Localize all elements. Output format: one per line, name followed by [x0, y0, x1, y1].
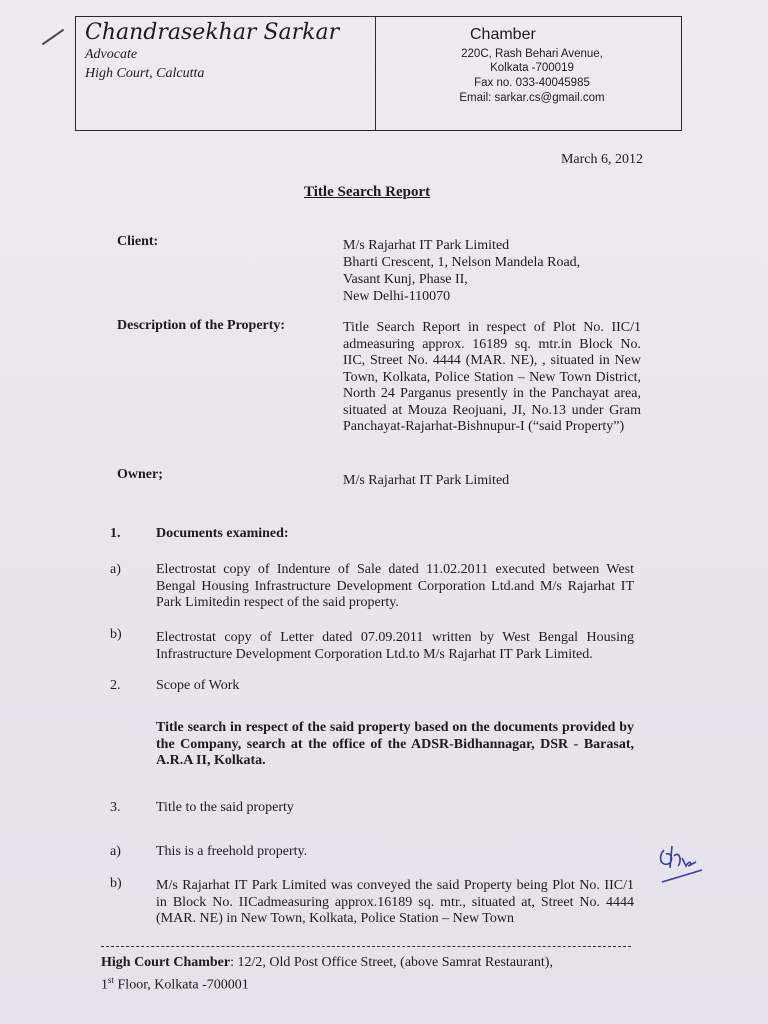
- item-1a-text: Electrostat copy of Indenture of Sale dated 11.02.2011 executed between West Bengal Housing Infrastructure Development Corporation Ltd.and M/s Rajarhat IT Park Limitedin respect of the said property.: [156, 562, 634, 610]
- section-1-title: Documents examined:: [156, 526, 289, 541]
- chamber-title: Chamber: [470, 26, 536, 43]
- item-1b-marker: b): [110, 627, 122, 642]
- report-date: March 6, 2012: [560, 152, 643, 167]
- item-3a-text: This is a freehold property.: [156, 844, 308, 859]
- section-1-number: 1.: [110, 526, 121, 541]
- footer-chamber-label: High Court Chamber: [101, 955, 231, 970]
- signature-initials: [652, 836, 712, 896]
- client-line: Bharti Crescent, 1, Nelson Mandela Road,: [343, 255, 581, 270]
- client-line: Vasant Kunj, Phase II,: [343, 272, 468, 287]
- item-1b-text: Electrostat copy of Letter dated 07.09.2011 written by West Bengal Housing Infrastructure Development Corporation Ltd.to M/s Rajarhat IT Park Limited.: [156, 630, 634, 662]
- advocate-role: Advocate: [85, 47, 138, 62]
- chamber-address-2: Kolkata -700019: [490, 62, 574, 74]
- court-name: High Court, Calcutta: [85, 66, 205, 81]
- letterhead-divider: [375, 16, 376, 131]
- footer-divider: [101, 946, 631, 947]
- footer-address: : 12/2, Old Post Office Street, (above Samrat Restaurant),: [230, 955, 553, 970]
- section-3-title: Title to the said property: [156, 800, 294, 815]
- report-title: Title Search Report: [304, 184, 431, 200]
- property-description: Title Search Report in respect of Plot No. IIC/1 admeasuring approx. 16189 sq. mtr.in Block No. IIC, Street No. 4444 (MAR. NE), , situated in New Town, Kolkata, Police Station – New Town District, North 24 Parganus presently in the Panchayat area, situated at Mouza Reojuani, JI, No.13 under Gram Panchayat-Rajarhat-Bishnupur-I (“said Property”): [343, 320, 641, 434]
- footer-address-line: [101, 955, 553, 971]
- scope-of-work-text: Title search in respect of the said property based on the documents provided by the Company, search at the office of the ADSR-Bidhannagar, DSR - Barasat, A.R.A II, Kolkata.: [156, 720, 634, 768]
- client-line: New Delhi-110070: [343, 289, 451, 304]
- chamber-fax: Fax no. 033-40045985: [474, 77, 590, 89]
- property-label: Description of the Property:: [117, 318, 286, 333]
- client-label: Client:: [117, 234, 159, 249]
- pen-mark: [42, 29, 64, 46]
- section-2-title: Scope of Work: [156, 678, 240, 693]
- section-3-number: 3.: [110, 800, 121, 815]
- client-line: M/s Rajarhat IT Park Limited: [343, 238, 510, 253]
- chamber-email: Email: sarkar.cs@gmail.com: [459, 92, 605, 104]
- section-2-number: 2.: [110, 678, 121, 693]
- owner-value: M/s Rajarhat IT Park Limited: [343, 473, 510, 488]
- footer-floor-rest: Floor, Kolkata -700001: [114, 977, 249, 993]
- item-3b-text: M/s Rajarhat IT Park Limited was conveyed the said Property being Plot No. IIC/1 in Block No. IICadmeasuring approx.16189 sq. mtr., situated at, Street No. 4444 (MAR. NE) in New Town, Kolkata, Police Station – New Town: [156, 878, 634, 926]
- footer-floor-line: [101, 972, 249, 994]
- item-1a-marker: a): [110, 562, 121, 577]
- chamber-address-1: 220C, Rash Behari Avenue,: [461, 48, 603, 60]
- advocate-name: Chandrasekhar Sarkar: [85, 20, 340, 45]
- item-3b-marker: b): [110, 876, 122, 891]
- footer-floor-number: 1: [101, 977, 108, 993]
- owner-label: Owner;: [117, 467, 163, 482]
- item-3a-marker: a): [110, 844, 121, 859]
- footer-floor-suffix: st: [108, 975, 115, 985]
